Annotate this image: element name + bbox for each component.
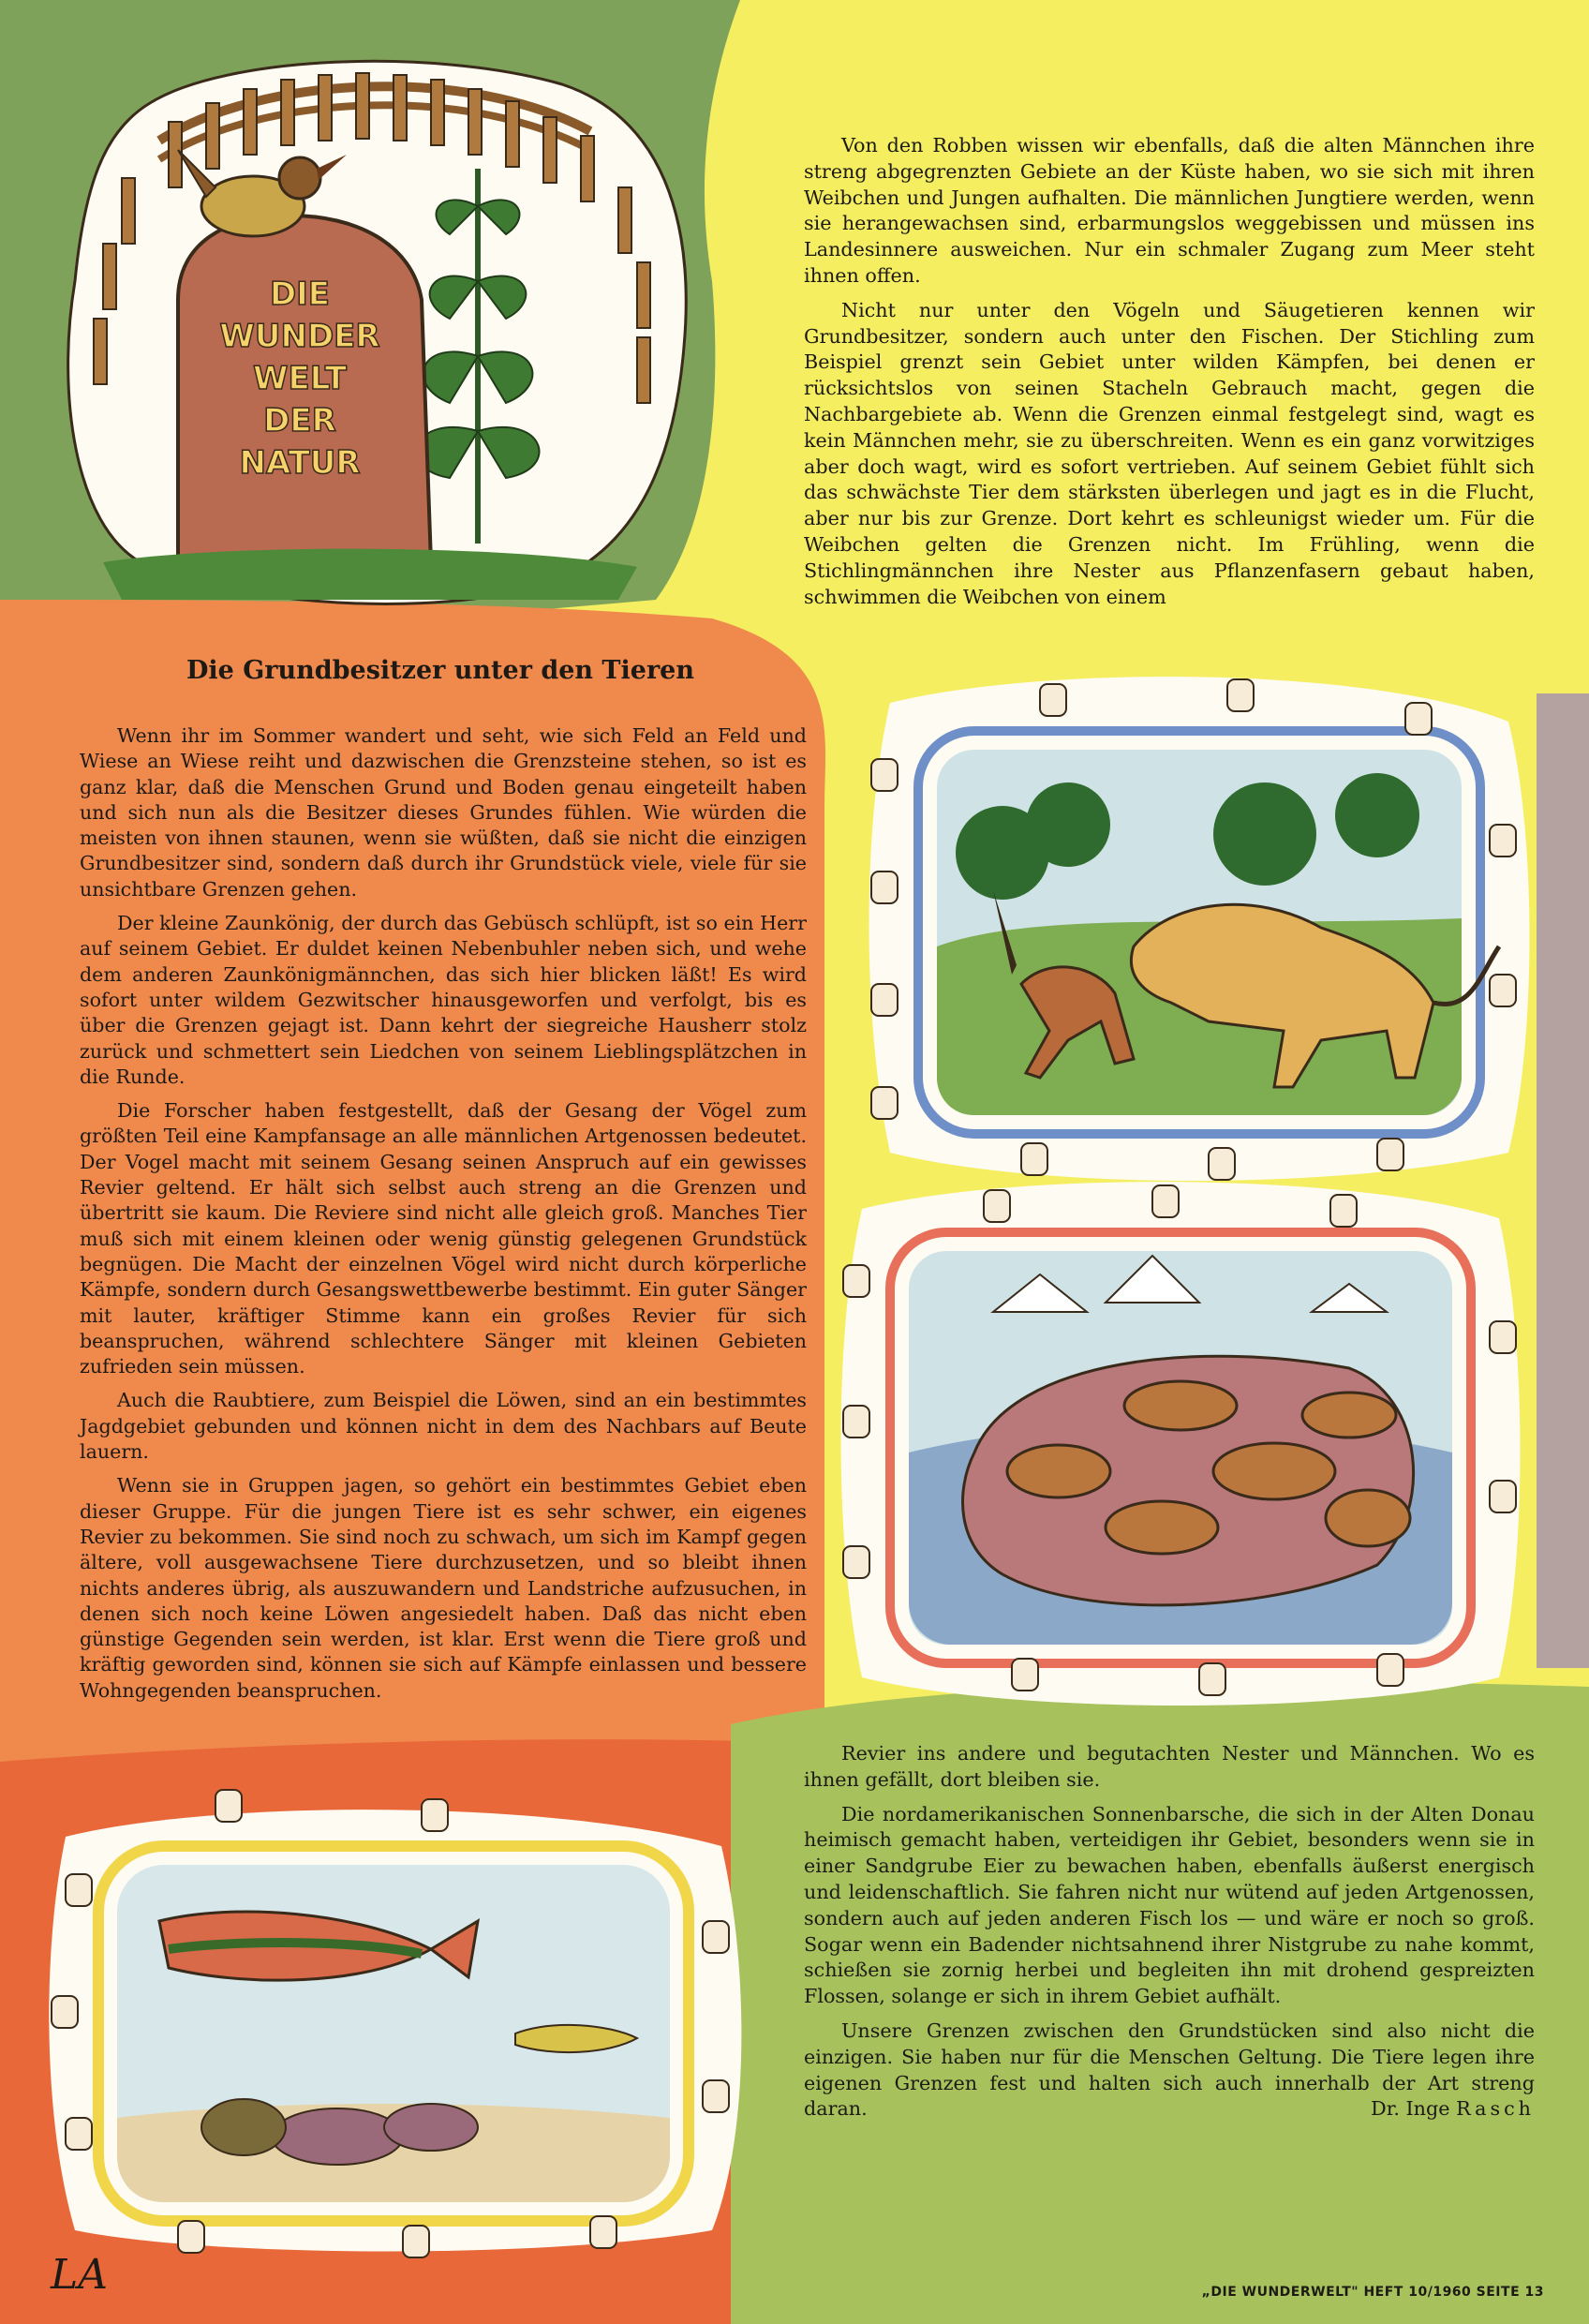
gravestone-icon bbox=[178, 216, 431, 562]
paragraph: Von den Robben wissen wir ebenfalls, daß die alten Männchen ihre streng abgegrenzten Gebiete an der Küste haben, wo sie sich mit ihren Weibchen und Jungen aufhalten. Die männlichen Jungtiere werden, wenn sie herangewachsen sind, erbarmungslos weggebissen und müssen ins Landesinnere ausweichen. Nur ein schmaler Zugang zum Meer steht ihnen offen. bbox=[804, 134, 1535, 287]
artist-monogram: LA bbox=[51, 2251, 108, 2299]
paragraph: Auch die Raubtiere, zum Beispiel die Löwen, sind an ein bestimmtes Jagdgebiet gebunden und können nicht in dem des Nachbars auf Beute lauern. bbox=[80, 1389, 807, 1464]
stickleback-fish-illustration bbox=[28, 1780, 759, 2258]
paragraph: Der kleine Zaunkönig, der durch das Gebüsch schlüpft, ist so ein Herr auf seinem Gebiet. Er duldet keinen Nebenbuhler neben sich, und wehe dem anderen Zaunkönigmännchen, das sich hier blicken läßt! Es wird sofort unter wildem Gezwitscher hinausgeworfen und verfolgt, bis es über die Grenzen gejagt ist. Dann kehrt der siegreiche Hausherr stolz zurück und schmettert sein Liedchen von seinem Lieblingsplätzchen in die Runde. bbox=[80, 912, 807, 1088]
paragraph: Revier ins andere und begutachten Nester und Männchen. Wo es ihnen gefällt, dort bleiben sie. bbox=[804, 1742, 1535, 1791]
lioness-antelope-illustration bbox=[853, 665, 1537, 1190]
logo-illustration bbox=[37, 37, 712, 618]
article-column-bottom-right bbox=[804, 1741, 1535, 2123]
svg-text:NATUR: NATUR bbox=[239, 444, 361, 482]
paragraph-last: Unsere Grenzen zwischen den Grundstücken sind also nicht die einzigen. Sie haben nur für die Menschen Geltung. Die Tiere legen ihre eigenen Grenzen fest und halten sich auch innerhalb der Art streng daran. Dr. Inge Rasch bbox=[804, 2019, 1535, 2123]
article-column-top-right bbox=[804, 133, 1535, 618]
article-title: Die Grundbesitzer unter den Tieren bbox=[186, 656, 694, 685]
paragraph: Nicht nur unter den Vögeln und Säugetieren kennen wir Grundbesitzer, sondern auch unter den Fischen. Der Stichling zum Beispiel grenzt sein Gebiet unter wilden Kämpfen, bei denen er rücksichtslos von seinen Stacheln Gebrauch macht, gegen die Nachbargebiete ab. Wenn die Grenzen einmal festgelegt sind, wagt es kein Männchen mehr, sie zu überschreiten. Wenn es ein ganz vorwitziges aber doch wagt, wird es sofort vertrieben. Auf seinem Gebiet fühlt sich das schwächste Tier dem stärksten überlegen und jagt es in die Flucht, aber nur bis zur Grenze. Dort kehrt es schleunigst wieder um. Für die Weibchen gelten die Grenzen nicht. Im Frühling, wenn die Stichlingmännchen ihre Nester aus Pflanzenfasern gebaut haben, schwimmen die Weibchen von einem bbox=[804, 298, 1535, 608]
svg-text:DER: DER bbox=[263, 402, 336, 439]
svg-text:WELT: WELT bbox=[253, 360, 347, 397]
article-column-left bbox=[80, 723, 807, 1712]
paragraph: Die nordamerikanischen Sonnenbarsche, die sich in der Alten Donau heimisch gemacht haben, verteidigen ihr Gebiet, besonders wenn sie in einer Sandgrube Eier zu bewachen haben, ebenfalls äußerst energisch und leidenschaftlich. Sie fahren nicht nur wütend auf jeden Artgenossen, sondern auch auf jeden anderen Fisch los — und wäre er noch so groß. Sogar wenn ein Badender nichtsahnend ihrer Nistgrube zu nahe kommt, schießen sie zornig herbei und begleiten ihn mit drohend gespreizten Flossen, solange er sich in ihrem Gebiet aufhält. bbox=[804, 1802, 1535, 2008]
paragraph: Wenn ihr im Sommer wandert und seht, wie sich Feld an Feld und Wiese an Wiese reiht und dazwischen die Grenzsteine stehen, so ist es ganz klar, daß die Menschen Grund und Boden genau eingeteilt haben und sich nun als die Besitzer dieses Grundes fühlen. Wie würden die meisten von ihnen staunen, wenn sie wüßten, daß sie nicht die einzigen Grundbesitzer sind, sondern daß durch ihr Grundstück viele, viele für sie unsichtbare Grenzen gehen. bbox=[80, 724, 807, 901]
svg-text:WUNDER: WUNDER bbox=[219, 318, 380, 355]
nest-icon bbox=[201, 2099, 286, 2155]
svg-text:DIE: DIE bbox=[269, 276, 331, 313]
paragraph: Die Forscher haben festgestellt, daß der Gesang der Vögel zum größten Teil eine Kampfansage an alle männlichen Artgenossen bedeutet. Der Vogel macht mit seinem Gesang seinen Anspruch auf ein gewisses Revier geltend. Er hält sich selbst auch streng an die Grenzen und übertritt sie kaum. Die Reviere sind nicht alle gleich groß. Manches Tier muß sich mit einem kleinen oder wenig günstig gelegenen Grundstück begnügen. Die Macht der einzelnen Vögel wird nicht durch körperliche Kämpfe, sondern durch Gesangswettbewerbe bestimmt. Ein guter Sänger mit lauter, kräftiger Stimme kann ein großes Revier für sich beanspruchen, während schlechtere Sänger mit kleinen Gebieten zufrieden sein müssen. bbox=[80, 1099, 807, 1378]
author-signature: Dr. Inge Rasch bbox=[1371, 2097, 1535, 2121]
page-footer: „DIE WUNDERWELT" HEFT 10/1960 SEITE 13 bbox=[1201, 2285, 1544, 2300]
paragraph: Wenn sie in Gruppen jagen, so gehört ein bestimmtes Gebiet eben dieser Gruppe. Für die jungen Tiere ist es sehr schwer, ein eigenes Revier zu bekommen. Sie sind noch zu schwach, um sich im Kampf gegen ältere, voll ausgewachsene Tiere durchzusetzen, und so bleibt ihnen nichts anderes übrig, als auszuwandern und Landstriche aufzusuchen, in denen sich noch keine Löwen angesiedelt haben. Daß das nicht eben günstige Gegenden sein werden, ist klar. Erst wenn die Tiere groß und kräftig geworden sind, können sie sich auf Kämpfe einlassen und bessere Wohngegenden beanspruchen. bbox=[80, 1474, 807, 1702]
seals-on-rock-illustration bbox=[824, 1171, 1537, 1715]
